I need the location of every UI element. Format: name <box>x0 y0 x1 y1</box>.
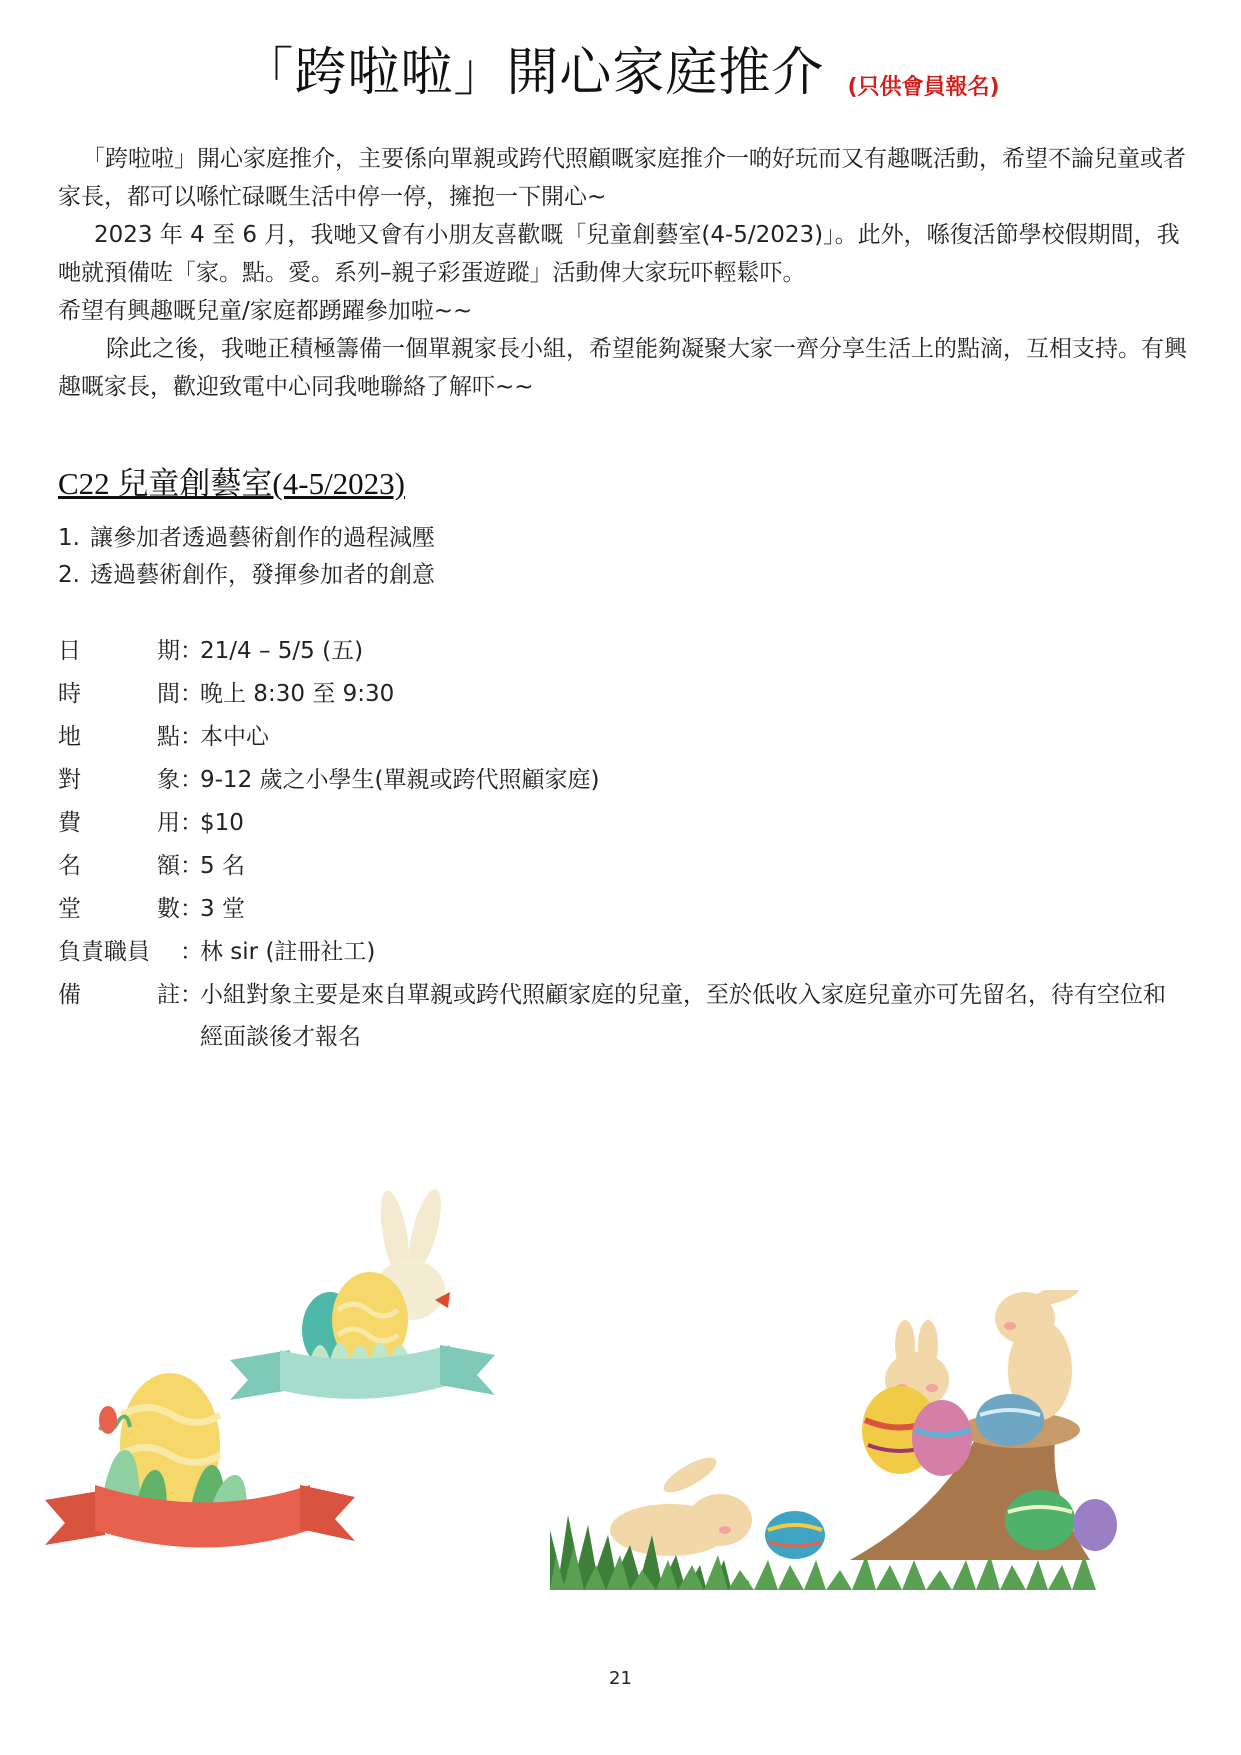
detail-value: 晚上 8:30 至 9:30 <box>200 681 395 707</box>
detail-label: 備 註 <box>58 982 180 1008</box>
detail-row-quota: 名 額 ： 5 名 <box>58 845 1188 888</box>
detail-row-place: 地 點 ： 本中心 <box>58 716 1188 759</box>
intro-paragraph-3: 希望有興趣嘅兒童/家庭都踴躍參加啦~~ <box>58 298 473 324</box>
detail-row-fee: 費 用 ： $10 <box>58 802 1188 845</box>
detail-value: 小組對象主要是來自單親或跨代照顧家庭的兒童，至於低收入家庭兒童亦可先留名，待有空位和經面談後才報名 <box>200 982 1166 1050</box>
detail-row-sessions: 堂 數 ： 3 堂 <box>58 888 1188 931</box>
detail-label: 日 期 <box>58 638 180 664</box>
detail-label: 名 額 <box>58 853 180 879</box>
section-title: C22 兒童創藝室(4-5/2023) <box>58 466 406 501</box>
detail-label: 費 用 <box>58 810 180 836</box>
item-number: 1. <box>58 525 80 551</box>
detail-value: 5 名 <box>200 853 245 879</box>
item-text: 透過藝術創作，發揮參加者的創意 <box>90 562 435 588</box>
detail-row-remarks: 備 註 ： 小組對象主要是來自單親或跨代照顧家庭的兒童，至於低收入家庭兒童亦可先留名，待有空位和經面談後才報名 <box>58 974 1188 1058</box>
detail-label: 負責職員 <box>58 939 150 965</box>
detail-row-staff: 負責職員 ： 林 sir (註冊社工) <box>58 931 1188 974</box>
members-only-note: (只供會員報名) <box>847 75 1000 100</box>
detail-value: 3 堂 <box>200 896 245 922</box>
detail-row-target: 對 象 ： 9-12 歲之小學生(單親或跨代照顧家庭) <box>58 759 1188 802</box>
event-details <box>58 630 1188 1058</box>
intro-text <box>58 140 1188 406</box>
objectives-list <box>58 520 435 594</box>
detail-value: 21/4 – 5/5 (五) <box>200 638 364 664</box>
detail-row-time: 時 間 ： 晚上 8:30 至 9:30 <box>58 673 1188 716</box>
easter-bunnies-illustration <box>550 1290 1150 1590</box>
detail-label: 地 點 <box>58 724 180 750</box>
detail-row-date: 日 期 ： 21/4 – 5/5 (五) <box>58 630 1188 673</box>
list-item <box>58 557 435 594</box>
detail-value: $10 <box>200 810 244 836</box>
intro-paragraph-4: 除此之後，我哋正積極籌備一個單親家長小組，希望能夠凝聚大家一齊分享生活上的點滴，互相支持。有興趣嘅家長，歡迎致電中心同我哋聯絡了解吓~~ <box>58 336 1187 400</box>
detail-label: 時 間 <box>58 681 180 707</box>
page-title: 「跨啦啦」開心家庭推介 <box>241 43 825 103</box>
detail-label: 堂 數 <box>58 896 180 922</box>
detail-value: 林 sir (註冊社工) <box>200 939 376 965</box>
item-text: 讓參加者透過藝術創作的過程減壓 <box>90 525 435 551</box>
page-header <box>0 30 1241 105</box>
intro-paragraph-1: 「跨啦啦」開心家庭推介，主要係向單親或跨代照顧嘅家庭推介一啲好玩而又有趣嘅活動，希望不論兒童或者家長，都可以喺忙碌嘅生活中停一停，擁抱一下開心~ <box>58 146 1186 210</box>
detail-value: 本中心 <box>200 724 269 750</box>
detail-value: 9-12 歲之小學生(單親或跨代照顧家庭) <box>200 767 600 793</box>
detail-label: 對 象 <box>58 767 180 793</box>
item-number: 2. <box>58 562 80 588</box>
page-number: 21 <box>609 1668 632 1689</box>
intro-paragraph-2: 2023 年 4 至 6 月，我哋又會有小朋友喜歡嘅「兒童創藝室(4-5/2023)」。此外，喺復活節學校假期間，我哋就預備咗「家。點。愛。系列–親子彩蛋遊蹤」活動俾大家玩吓輕鬆吓。 <box>58 222 1180 286</box>
easter-egg-ribbon-illustration <box>40 1180 510 1580</box>
list-item <box>58 520 435 557</box>
